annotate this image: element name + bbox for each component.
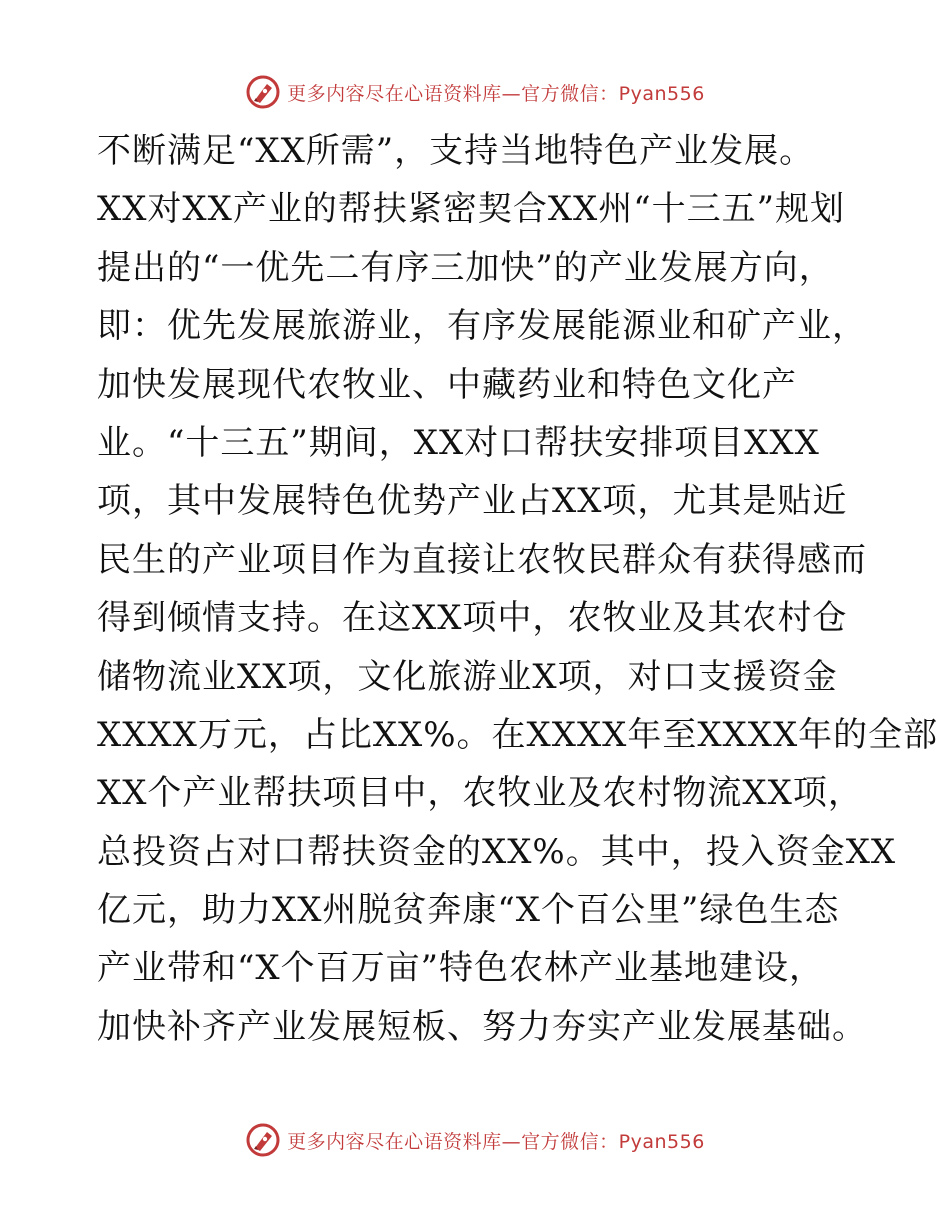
body-line: 得到倾情支持。在这XX项中，农牧业及其农村仓 <box>97 598 848 639</box>
body-line: 加快发展现代农牧业、中藏药业和特色文化产 <box>97 364 797 405</box>
body-line: 产业带和“X个百万亩”特色农林产业基地建设， <box>97 948 824 989</box>
body-line: 加快补齐产业发展短板、努力夯实产业发展基础。 <box>97 1006 867 1047</box>
body-line: XX个产业帮扶项目中，农牧业及农村物流XX项， <box>97 773 863 814</box>
header-watermark-text: 更多内容尽在心语资料库—官方微信：Pyan556 <box>287 82 705 105</box>
body-line: 提出的“一优先二有序三加快”的产业发展方向， <box>97 247 834 288</box>
pen-nib-circle-icon <box>245 74 281 110</box>
body-line: 业。“十三五”期间，XX对口帮扶安排项目XXX <box>97 422 820 463</box>
body-line: 项，其中发展特色优势产业占XX项，尤其是贴近 <box>97 481 848 522</box>
document-body <box>97 122 939 1056</box>
footer-watermark-text: 更多内容尽在心语资料库—官方微信：Pyan556 <box>287 1130 705 1153</box>
footer-watermark-banner <box>0 1120 950 1160</box>
pen-nib-circle-icon <box>245 1122 281 1158</box>
body-line: XXXX万元，占比XX%。在XXXX年至XXXX年的全部 <box>97 714 939 755</box>
body-line: 总投资占对口帮扶资金的XX%。其中，投入资金XX <box>97 831 897 872</box>
body-line: 不断满足“XX所需”，支持当地特色产业发展。 <box>97 131 815 171</box>
body-line: 即：优先发展旅游业，有序发展能源业和矿产业， <box>97 306 867 347</box>
body-line: 民生的产业项目作为直接让农牧民群众有获得感而 <box>97 539 867 580</box>
body-line: 储物流业XX项，文化旅游业X项，对口支援资金 <box>97 656 838 697</box>
header-watermark-banner <box>0 72 950 112</box>
body-line: XX对XX产业的帮扶紧密契合XX州“十三五”规划 <box>97 189 845 230</box>
body-line: 亿元，助力XX州脱贫奔康“X个百公里”绿色生态 <box>97 890 840 931</box>
